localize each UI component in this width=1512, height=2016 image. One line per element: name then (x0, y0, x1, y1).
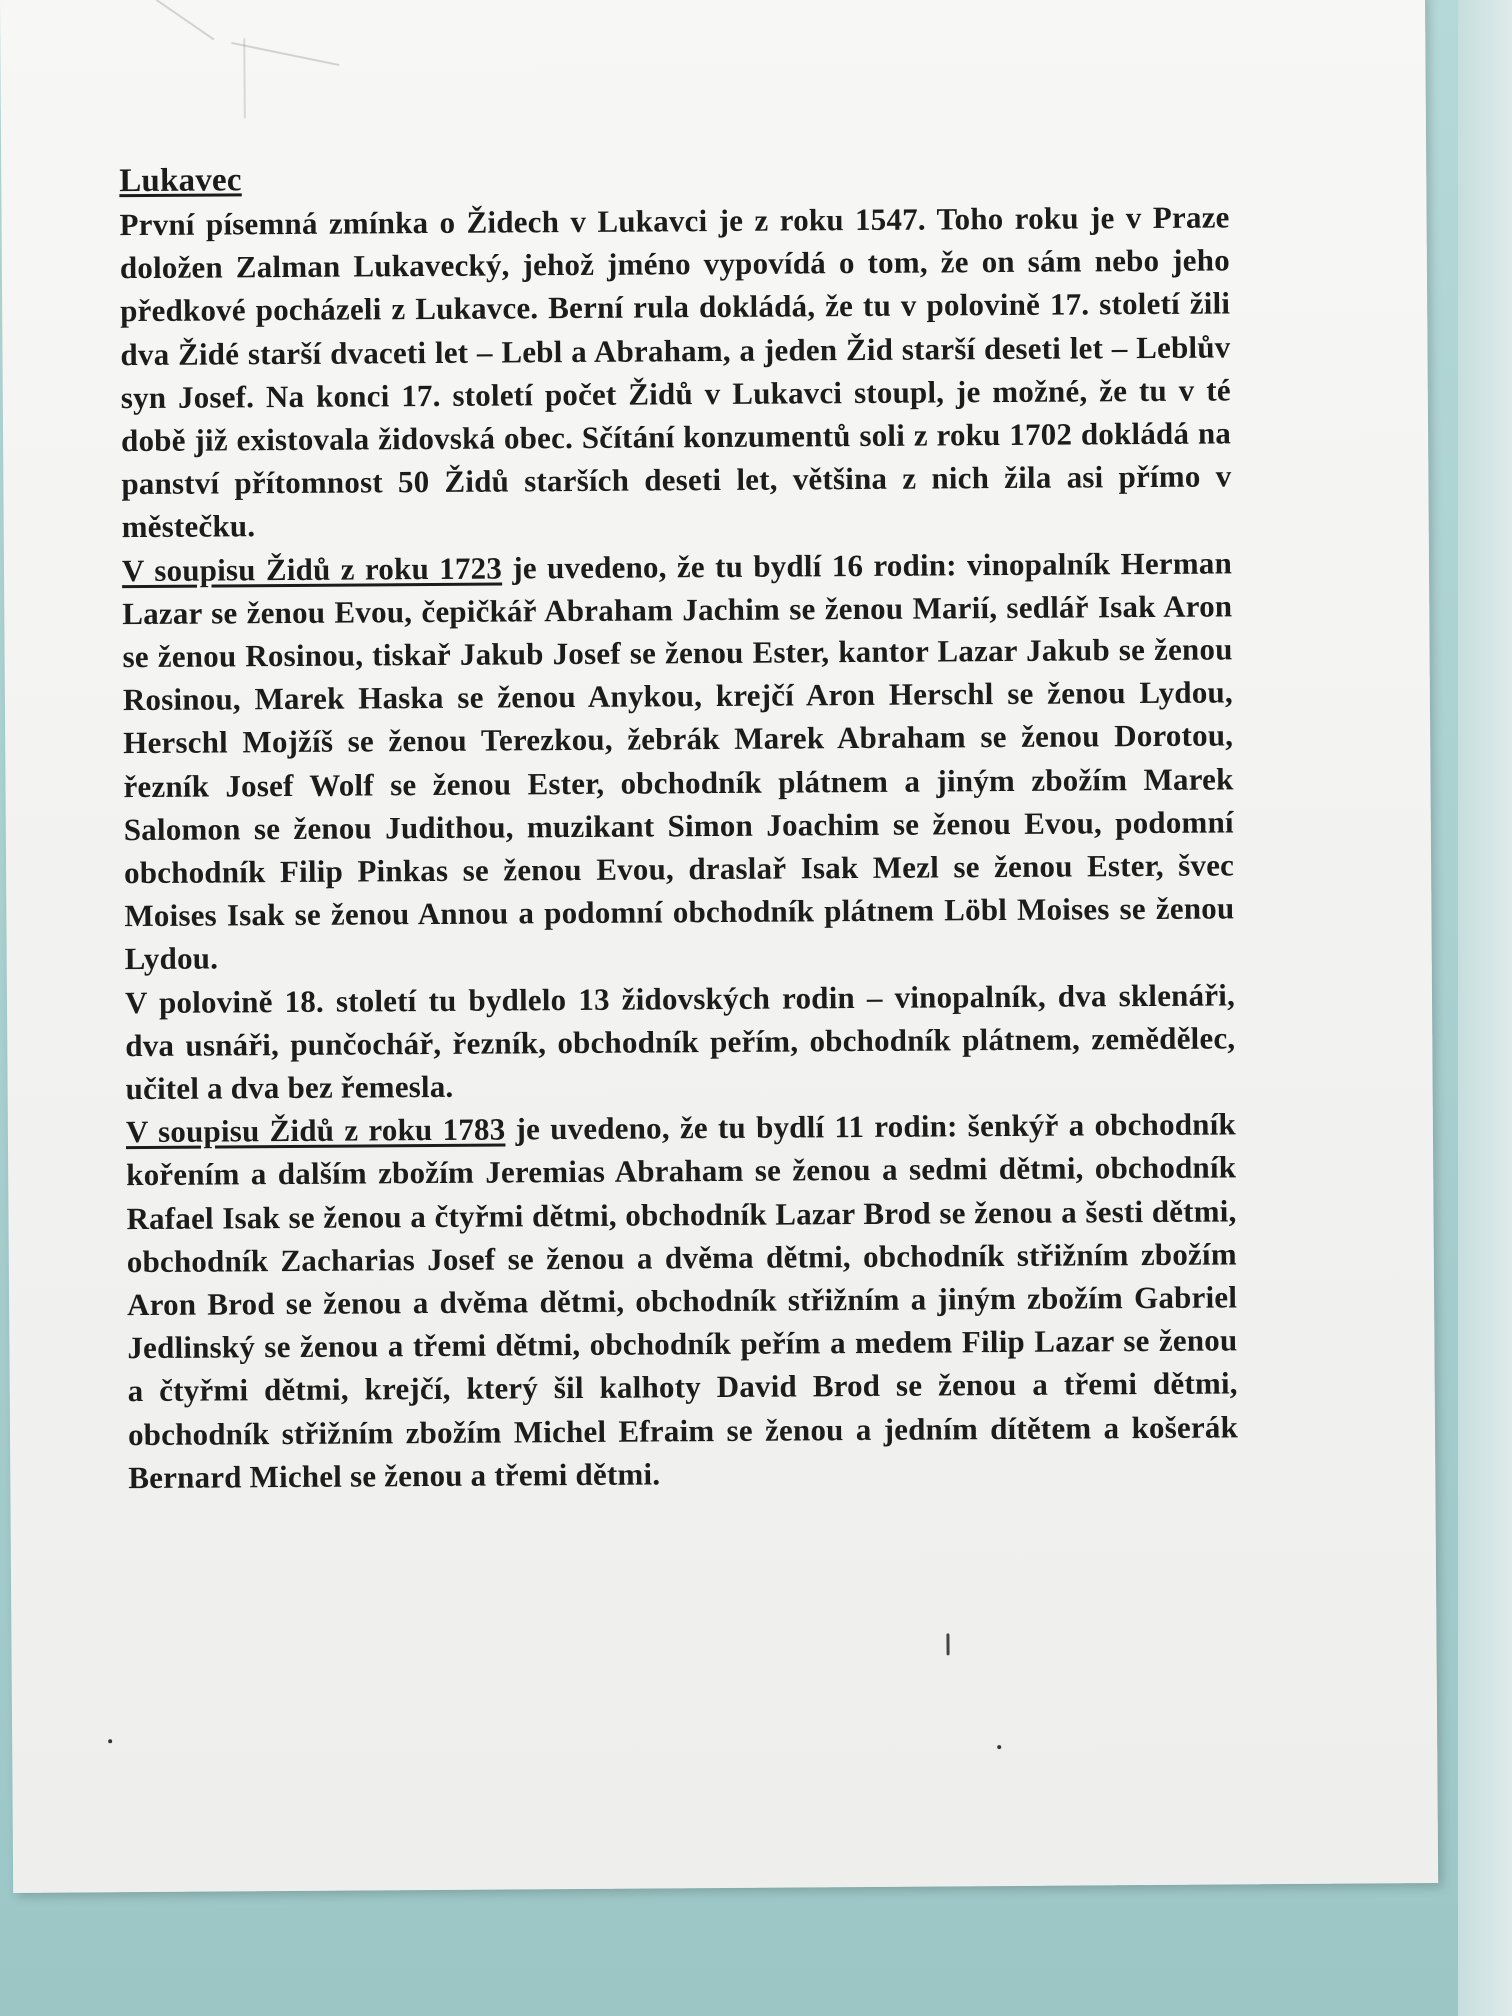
paper-crease (156, 0, 215, 40)
document-body (119, 153, 1238, 1499)
census-1723-heading: V soupisu Židů z roku 1723 (121, 550, 503, 588)
background-edge (1458, 0, 1512, 2016)
census-1783-heading: V soupisu Židů z roku 1783 (125, 1111, 506, 1150)
census-1723-text: je uvedeno, že tu bydlí 16 rodin: vinopalník Herman Lazar se ženou Evou, čepičkář Abraham Jachim se ženou Marií, sedlář Isak Aron se ženou Rosinou, tiskař Jakub Josef se ženou Ester, kantor Lazar Jakub se ženou Rosinou, Marek Haska se ženou Anykou, krejčí Aron Herschl se ženou Lydou, Herschl Mojžíš se ženou Terezkou, žebrák Marek Abraham se ženou Dorotou, řezník Josef Wolf se ženou Ester, obchodník plátnem a jiným zbožím Marek Salomon se ženou Judithou, muzikant Simon Joachim se ženou Evou, podomní obchodník Filip Pinkas se ženou Evou, draslař Isak Mezl se ženou Ester, švec Moises Isak se ženou Annou a podomní obchodník plátnem Löbl Moises se ženou Lydou. (122, 545, 1235, 977)
paragraph-census-1783 (126, 1103, 1239, 1500)
paper-crease (231, 42, 339, 66)
ink-speck (997, 1745, 1001, 1749)
census-1783-text: je uvedeno, že tu bydlí 11 rodin: šenkýř a obchodník kořením a dalším zbožím Jeremias Abraham se ženou a sedmi dětmi, obchodník Rafael Isak se ženou a čtyřmi dětmi, obchodník Lazar Brod se ženou a šesti dětmi, obchodník Zacharias Josef se ženou a dvěma dětmi, obchodník střižním zbožím Aron Brod se ženou a dvěma dětmi, obchodník střižním a jiným zbožím Gabriel Jedlinský se ženou a třemi dětmi, obchodník peřím a medem Filip Lazar se ženou a čtyřmi dětmi, krejčí, který šil kalhoty David Brod se ženou a třemi dětmi, obchodník střižním zbožím Michel Efraim se ženou a jedním dítětem a košerák Bernard Michel se ženou a třemi dětmi. (126, 1106, 1239, 1496)
ink-speck (108, 1739, 112, 1743)
ink-mark (946, 1633, 949, 1655)
paragraph-census-1723 (122, 541, 1235, 981)
paper-crease (243, 38, 246, 118)
document-title: Lukavec (119, 162, 242, 200)
paragraph-history: První písemná zmínka o Židech v Lukavci je z roku 1547. Toho roku je v Praze doložen Zalman Lukavecký, jehož jméno vypovídá o tom, že on sám nebo jeho předkové pocházeli z Lukavce. Berní rula dokládá, že tu v polovině 17. století žili dva Židé starší dvaceti let – Lebl a Abraham, a jeden Žid starší deseti let – Leblův syn Josef. Na konci 17. století počet Židů v Lukavci stoupl, je možné, že tu v té době již existovala židovská obec. Sčítání konzumentů soli z roku 1702 dokládá na panství přítomnost 50 Židů starších deseti let, většina z nich žila asi přímo v městečku. (119, 199, 1232, 545)
paragraph-18th-century: V polovině 18. století tu bydlelo 13 židovských rodin – vinopalník, dva sklenáři, dva usnáři, punčochář, řezník, obchodník peřím, obchodník plátnem, zemědělec, učitel a dva bez řemesla. (124, 977, 1236, 1107)
